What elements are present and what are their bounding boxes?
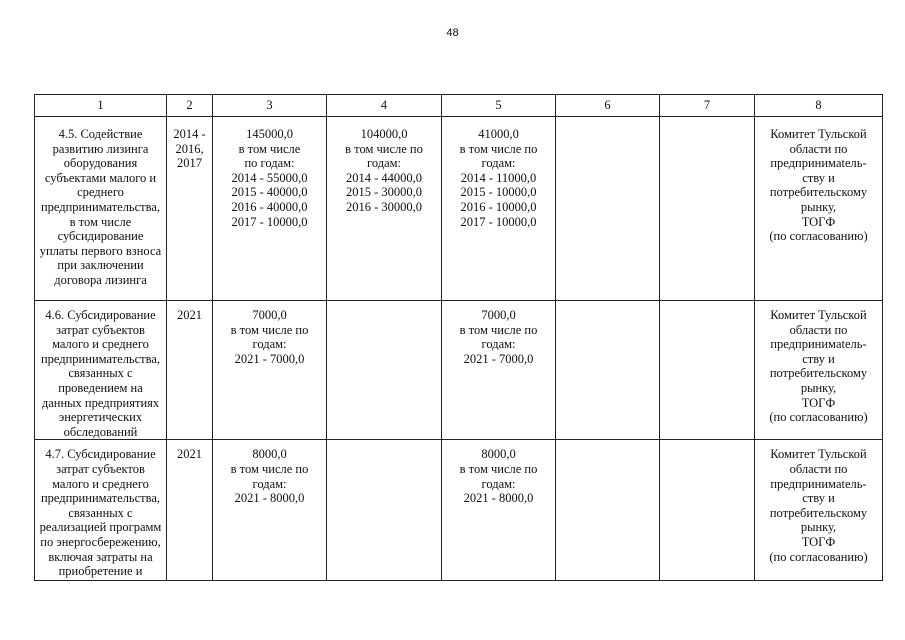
text-line: 2021 xyxy=(177,308,202,322)
text-line: ству и xyxy=(802,170,835,185)
federal-funding-cell xyxy=(327,440,442,581)
text-line: связанных с xyxy=(68,505,133,520)
text-line: (по согласованию) xyxy=(769,229,868,244)
text-line: 2017 - 10000,0 xyxy=(460,214,537,229)
measure-name-cell xyxy=(35,117,167,301)
column-7-cell xyxy=(660,117,755,301)
text-line: годам: xyxy=(367,156,401,171)
regional-funding-cell xyxy=(442,440,556,581)
text-line: ству и xyxy=(802,491,835,506)
text-line: 2016 - 40000,0 xyxy=(231,199,308,214)
text-line: в том числе xyxy=(238,141,301,156)
text-line: рынку, xyxy=(800,380,837,395)
text-line: 4.5. Содействие xyxy=(58,127,143,141)
text-line: области по xyxy=(789,461,848,476)
text-line: в том числе по xyxy=(459,322,538,337)
text-line: 2021 - 8000,0 xyxy=(234,491,305,506)
text-line: 2017 - 10000,0 xyxy=(231,214,308,229)
text-line: предпринимательства, xyxy=(40,351,161,366)
column-7-cell xyxy=(660,301,755,440)
text-line: в том числе по xyxy=(459,461,538,476)
text-line: проведением на xyxy=(58,380,143,395)
header-cell: 1 xyxy=(35,95,167,117)
text-line: 2021 - 7000,0 xyxy=(234,351,305,366)
text-line: Комитет Тульской xyxy=(770,308,867,322)
text-line: годам: xyxy=(252,337,287,352)
text-line: (по согласованию) xyxy=(769,549,868,564)
text-line: потребительскому xyxy=(769,366,868,381)
period-cell xyxy=(167,440,213,581)
text-line: 104000,0 xyxy=(360,127,408,141)
text-line: ТОГФ xyxy=(801,395,836,410)
text-line: предпринимательства, xyxy=(40,199,161,214)
text-line: 2016 - 30000,0 xyxy=(345,199,423,214)
text-line: рынку, xyxy=(800,199,837,214)
table-header-row xyxy=(35,95,883,117)
page-number: 48 xyxy=(446,27,459,39)
column-6-cell xyxy=(556,117,660,301)
federal-funding-cell xyxy=(327,117,442,301)
table-row xyxy=(35,301,883,440)
header-cell: 6 xyxy=(556,95,660,117)
text-line: Комитет Тульской xyxy=(770,127,867,141)
total-funding-cell xyxy=(213,301,327,440)
header-cell: 8 xyxy=(755,95,883,117)
table-row xyxy=(35,117,883,301)
period-cell xyxy=(167,301,213,440)
text-line: 2014 - 44000,0 xyxy=(345,170,423,185)
text-line: затрат субъектов xyxy=(56,461,145,476)
responsible-executor-cell xyxy=(755,440,883,581)
text-line: годам: xyxy=(481,476,516,491)
text-line: по энергосбережению, xyxy=(40,534,161,549)
text-line: 2017 xyxy=(177,156,202,171)
text-line: среднего xyxy=(77,185,124,200)
text-line: в том числе по xyxy=(230,461,309,476)
text-line: 2021 - 7000,0 xyxy=(463,351,534,366)
column-6-cell xyxy=(556,301,660,440)
text-line: затрат субъектов xyxy=(56,322,145,337)
text-line: предпринимательства, xyxy=(40,491,161,506)
text-line: 145000,0 xyxy=(246,127,293,141)
text-line: Комитет Тульской xyxy=(770,447,867,462)
text-line: данных предприятиях xyxy=(41,395,160,410)
text-line: 2015 - 10000,0 xyxy=(460,185,537,200)
text-line: в том числе по xyxy=(230,322,309,337)
text-line: 8000,0 xyxy=(252,447,287,462)
text-line: (по согласованию) xyxy=(769,410,868,425)
text-line: ству и xyxy=(802,351,835,366)
text-line: годам: xyxy=(481,337,516,352)
total-funding-cell xyxy=(213,440,327,581)
text-line: при заключении xyxy=(57,258,144,273)
text-line: обследований xyxy=(63,424,138,439)
regional-funding-cell xyxy=(442,117,556,301)
regional-funding-cell xyxy=(442,301,556,440)
text-line: малого и среднего xyxy=(52,337,149,352)
text-line: 2014 - 11000,0 xyxy=(460,170,537,185)
text-line: 2015 - 40000,0 xyxy=(231,185,308,200)
text-line: 41000,0 xyxy=(478,127,519,141)
text-line: 2021 - 8000,0 xyxy=(463,491,534,506)
header-cell: 5 xyxy=(442,95,556,117)
text-line: 8000,0 xyxy=(481,447,516,462)
federal-funding-cell xyxy=(327,301,442,440)
text-line: потребительскому xyxy=(769,185,868,200)
table-row xyxy=(35,440,883,581)
text-line: договора лизинга xyxy=(54,272,147,287)
text-line: области по xyxy=(789,322,848,337)
measure-name-cell xyxy=(35,301,167,440)
text-line: 2015 - 30000,0 xyxy=(345,185,423,200)
text-line: малого и среднего xyxy=(52,476,149,491)
text-line: оборудования xyxy=(63,156,138,171)
text-line: 2021 xyxy=(177,447,202,462)
text-line: по годам: xyxy=(244,156,295,171)
period-cell xyxy=(167,117,213,301)
text-line: ТОГФ xyxy=(801,214,836,229)
text-line: в том числе по xyxy=(459,141,538,156)
text-line: годам: xyxy=(481,156,516,171)
text-line: в том числе по xyxy=(345,141,423,156)
text-line: 2014 - xyxy=(173,127,206,141)
header-cell: 4 xyxy=(327,95,442,117)
text-line: потребительскому xyxy=(769,505,868,520)
text-line: приобретение и xyxy=(58,564,143,579)
text-line: ТОГФ xyxy=(801,534,836,549)
total-funding-cell xyxy=(213,117,327,301)
text-line: 2016 - 10000,0 xyxy=(460,199,537,214)
text-line: связанных с xyxy=(68,366,133,381)
responsible-executor-cell xyxy=(755,301,883,440)
text-line: энергетических xyxy=(58,410,143,425)
text-line: 2016, xyxy=(175,141,204,156)
text-line: реализацией программ xyxy=(39,520,162,535)
responsible-executor-cell xyxy=(755,117,883,301)
text-line: развитию лизинга xyxy=(52,141,149,156)
text-line: предпринимatель- xyxy=(770,476,867,491)
header-cell: 2 xyxy=(167,95,213,117)
column-7-cell xyxy=(660,440,755,581)
text-line: субъектами малого и xyxy=(44,170,157,185)
text-line: предпринимatель- xyxy=(770,156,867,171)
text-line: 4.7. Субсидирование xyxy=(45,447,156,462)
column-6-cell xyxy=(556,440,660,581)
program-table xyxy=(34,94,883,581)
header-cell: 3 xyxy=(213,95,327,117)
text-line: годам: xyxy=(252,476,287,491)
text-line: 7000,0 xyxy=(481,308,516,322)
text-line: включая затраты на xyxy=(48,549,153,564)
text-line: предпринимatель- xyxy=(770,337,867,352)
text-line: области по xyxy=(789,141,848,156)
text-line: рынку, xyxy=(800,520,837,535)
text-line: в том числе xyxy=(69,214,132,229)
text-line: 4.6. Субсидирование xyxy=(45,308,156,322)
header-cell: 7 xyxy=(660,95,755,117)
text-line: субсидирование xyxy=(57,229,144,244)
measure-name-cell xyxy=(35,440,167,581)
text-line: уплаты первого взноса xyxy=(39,243,162,258)
text-line: 2014 - 55000,0 xyxy=(231,170,308,185)
text-line: 7000,0 xyxy=(252,308,287,322)
